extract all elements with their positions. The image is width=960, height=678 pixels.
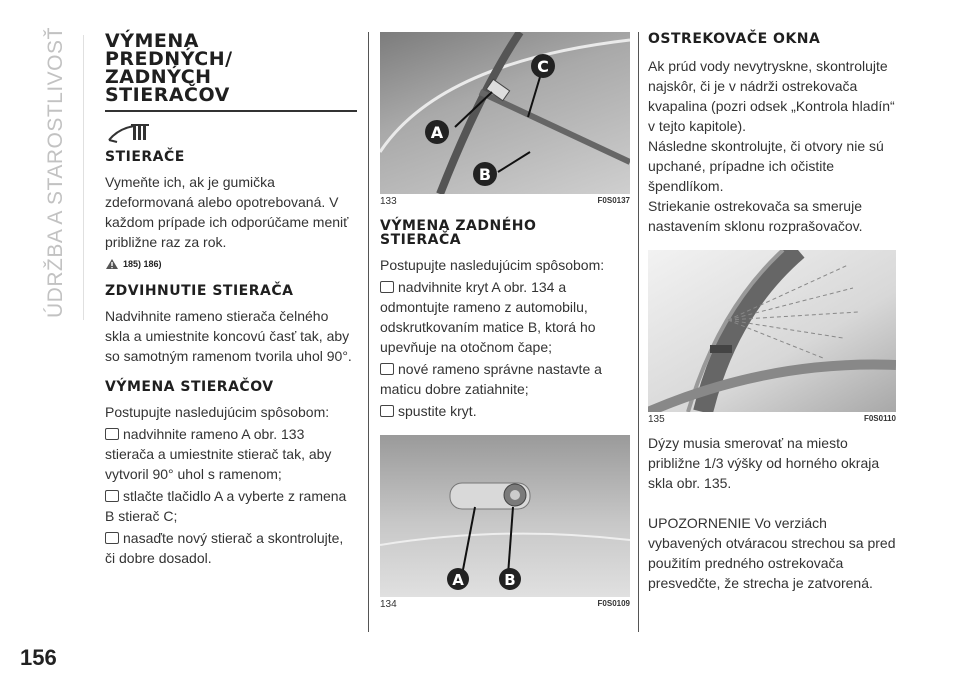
warning-triangle-icon xyxy=(105,258,119,270)
bullet-box-icon xyxy=(105,490,119,502)
para-rear-intro: Postupujte nasledujúcim spôsobom: xyxy=(380,257,605,273)
bullet-box-icon xyxy=(380,405,394,417)
figure-caption xyxy=(380,196,630,207)
para-lift: Nadvihnite rameno stierača čelného skla a umiestnite koncovú časť tak, aby so samotným ramenom tvorila uhol 90°. xyxy=(105,308,352,364)
heading-wipers: STIERAČE xyxy=(105,149,185,165)
column-1 xyxy=(105,32,357,568)
callout-label: A xyxy=(452,571,464,589)
heading-washers: OSTREKOVAČE OKNA xyxy=(648,31,821,47)
bullet-item: stlačte tlačidlo A a vyberte z ramena B stierač C; xyxy=(105,488,347,524)
bullet-item: nadvihnite kryt A obr. 134 a odmontujte rameno z automobilu, odskrutkovaním matice B, ktorá ho upevňuje na otočnom čape; xyxy=(380,279,596,355)
callout-label: A xyxy=(430,123,444,142)
figure-133 xyxy=(380,32,630,194)
figure-135 xyxy=(648,250,896,412)
warning-refs-text: 185) 186) xyxy=(123,259,162,269)
figure-number: 134 xyxy=(380,599,397,610)
section-label xyxy=(38,28,68,318)
washer-nozzle-illustration xyxy=(648,250,896,412)
para-replace-intro: Postupujte nasledujúcim spôsobom: xyxy=(105,404,330,420)
callout-label: C xyxy=(537,57,549,76)
wiper-arm-illustration xyxy=(380,32,630,194)
section-label-text: ÚDRŽBA A STAROSTLIVOSŤ xyxy=(44,28,67,318)
figure-caption xyxy=(648,414,896,425)
para-washers-2: Následne skontrolujte, či otvory nie sú upchané, prípadne ich očistite špendlíkom. xyxy=(648,138,884,194)
wiper-pictogram-icon xyxy=(105,122,357,144)
para-warning: UPOZORNENIE Vo verziách vybavených otváracou strechou sa pred použitím predného ostrekovača presvedčte, že strecha je zatvorená. xyxy=(648,515,896,591)
bullet-item: nadvihnite rameno A obr. 133 stierača a umiestnite stierač tak, aby vytvoril 90° uhol s ramenom; xyxy=(105,426,332,482)
column-3 xyxy=(648,32,896,593)
bullet-item: spustite kryt. xyxy=(380,401,630,421)
figure-134 xyxy=(380,435,630,597)
bullet-box-icon xyxy=(105,532,119,544)
rear-wiper-illustration xyxy=(380,435,630,597)
title-rule xyxy=(105,110,357,112)
column-separator xyxy=(368,32,369,632)
heading-lift: ZDVIHNUTIE STIERAČA xyxy=(105,283,294,299)
heading-replace: VÝMENA STIERAČOV xyxy=(105,379,274,395)
bullet-box-icon xyxy=(380,363,394,375)
section-label-svg xyxy=(38,28,68,318)
column-separator xyxy=(638,32,639,632)
bullet-item: nasaďte nový stierač a skontrolujte, či dobre dosadol. xyxy=(105,530,344,566)
figure-code: F0S0137 xyxy=(597,196,630,205)
bullet-box-icon xyxy=(105,428,119,440)
sidebar xyxy=(0,0,80,678)
figure-caption xyxy=(380,599,630,610)
figure-code: F0S0109 xyxy=(597,599,630,608)
para-washers-3: Striekanie ostrekovača sa smeruje nastavením sklonu rozprašovačov. xyxy=(648,198,863,234)
warning-ref xyxy=(105,258,357,270)
heading-rear-wiper: VÝMENA ZADNÉHO STIERAČA xyxy=(380,218,537,248)
page-number: 156 xyxy=(20,645,57,670)
bullet-item: nové rameno správne nastavte a maticu dobre zatiahnite; xyxy=(380,361,602,397)
bullet-box-icon xyxy=(380,281,394,293)
page-title: VÝMENA PREDNÝCH/ ZADNÝCH STIERAČOV xyxy=(105,30,233,106)
figure-code: F0S0110 xyxy=(863,414,896,423)
callout-label: B xyxy=(478,165,492,184)
para-wipers: Vymeňte ich, ak je gumička zdeformovaná alebo opotrebovaná. V každom prípade ich odporúčame meniť približne raz za rok. xyxy=(105,174,349,250)
callout-label: B xyxy=(504,571,516,589)
sidebar-rule xyxy=(83,35,84,320)
column-2 xyxy=(380,32,630,610)
para-nozzles: Dýzy musia smerovať na miesto približne 1/3 výšky od horného okraja skla obr. 135. xyxy=(648,435,880,491)
para-washers: Ak prúd vody nevytryskne, skontrolujte najskôr, či je v nádrži ostrekovača kvapalina (pozri odsek „Kontrola hladín“ v tejto kapitole). xyxy=(648,58,895,134)
figure-number: 133 xyxy=(380,196,397,207)
figure-number: 135 xyxy=(648,414,665,425)
